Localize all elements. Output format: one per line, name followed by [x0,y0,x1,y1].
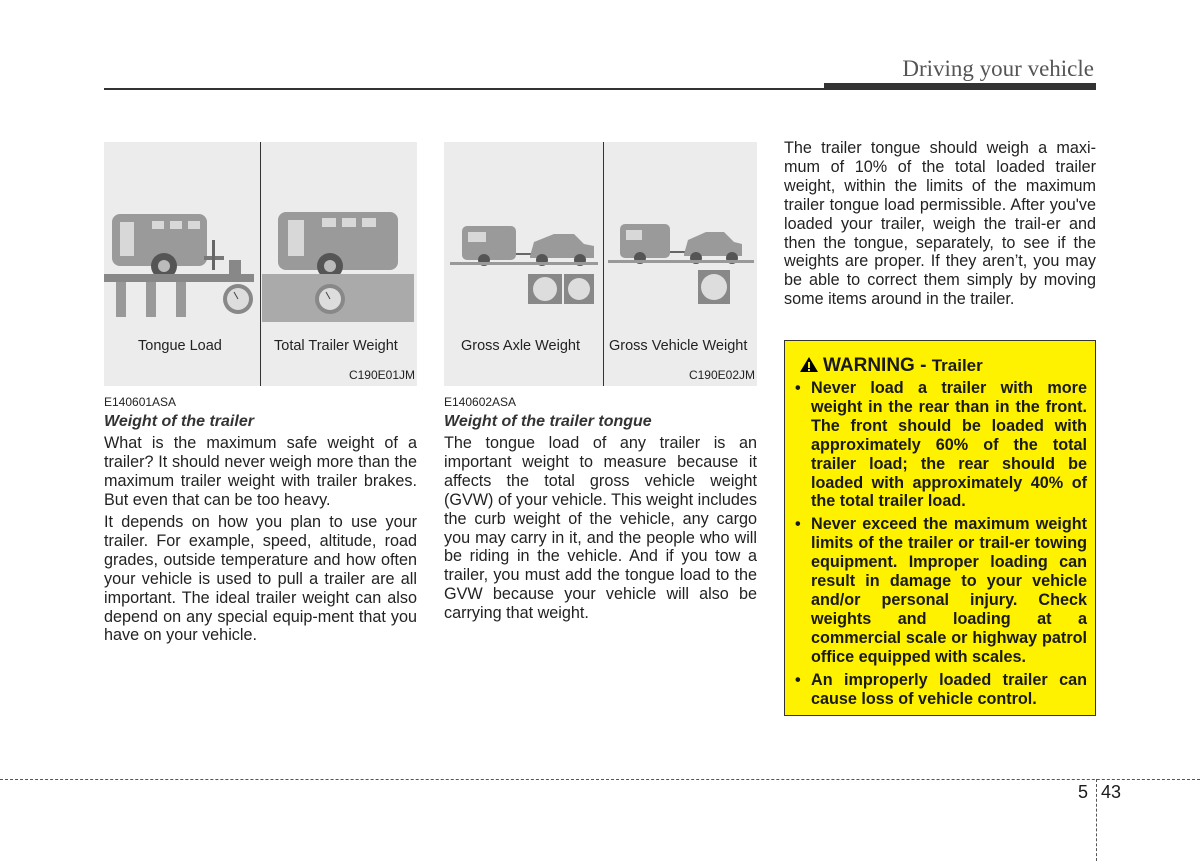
body-paragraph: It depends on how you plan to use your trailer. For example, speed, altitude, road grades, outside temperature and how often your vehicle is used to pull a trailer are all important. The ideal trailer weight can also depend on any special equip-ment that you have on your vehicle. [104,513,417,645]
warning-label: WARNING - [823,355,927,376]
warning-item: • Never load a trailer with more weight in the rear than in the front. The front should be loaded with approximately 60% of the total trailer load; the rear should be loaded with approximately 40% of the total trailer load. [793,379,1087,511]
warning-box [784,340,1096,716]
warning-title [799,355,983,377]
section-heading: Weight of the trailer [104,413,254,430]
page-number: 43 [1101,782,1122,802]
section-heading: Weight of the trailer tongue [444,413,652,430]
body-paragraph: The tongue load of any trailer is an important weight to measure because it affects the total gross vehicle weight (GVW) of your vehicle. This weight includes the curb weight of the vehicle, any cargo you may carry in it, and the people who will be riding in the vehicle. And if you tow a trailer, you must add the tongue load to the GVW because your vehicle will also be carrying that weight. [444,434,757,623]
warning-item: • Never exceed the maximum weight limits of the trailer or trail-er towing equipment. Improper loading can result in damage to your vehicle and/or personal injury. Check weights and loading at a commercial scale or highway patrol office equipped with scales. [793,515,1087,666]
footer-divider [1096,779,1097,861]
figure-divider [603,142,604,386]
figure-code: C190E02JM [688,368,755,382]
body-paragraph: The trailer tongue should weigh a maxi-mum of 10% of the total loaded trailer weight, within the limits of the maximum trailer tongue load permissible. After you've loaded your trailer, weigh the trail-er and then the tongue, separately, to see if the weights are proper. If they aren’t, you may be able to correct them simply by moving some items around in the trailer. [784,139,1096,309]
section-code: E140601ASA [104,395,177,409]
figure-code: C190E01JM [348,368,415,382]
warning-subtitle: Trailer [931,356,983,375]
page-header-title: Driving your vehicle [902,56,1094,81]
footer-rule [0,779,1200,780]
warning-list [793,379,1087,712]
figure-divider [260,142,261,386]
header-rule-accent [824,83,1096,90]
figure-tongue-weight [444,142,757,386]
caption-total-trailer-weight: Total Trailer Weight [274,338,398,354]
header-rule [104,88,824,90]
body-paragraph: What is the maximum safe weight of a trailer? It should never weigh more than the maximum trailer weight with trailer brakes. But even that can be too heavy. [104,434,417,509]
section-code: E140602ASA [444,395,517,409]
chapter-number: 5 [1078,782,1089,802]
caption-gross-vehicle-weight: Gross Vehicle Weight [609,338,748,354]
warning-triangle-icon [799,356,819,373]
caption-gross-axle-weight: Gross Axle Weight [461,338,581,354]
warning-item: • An improperly loaded trailer can cause loss of vehicle control. [793,671,1087,709]
figure-trailer-weight [104,142,417,386]
caption-tongue-load: Tongue Load [138,338,222,354]
